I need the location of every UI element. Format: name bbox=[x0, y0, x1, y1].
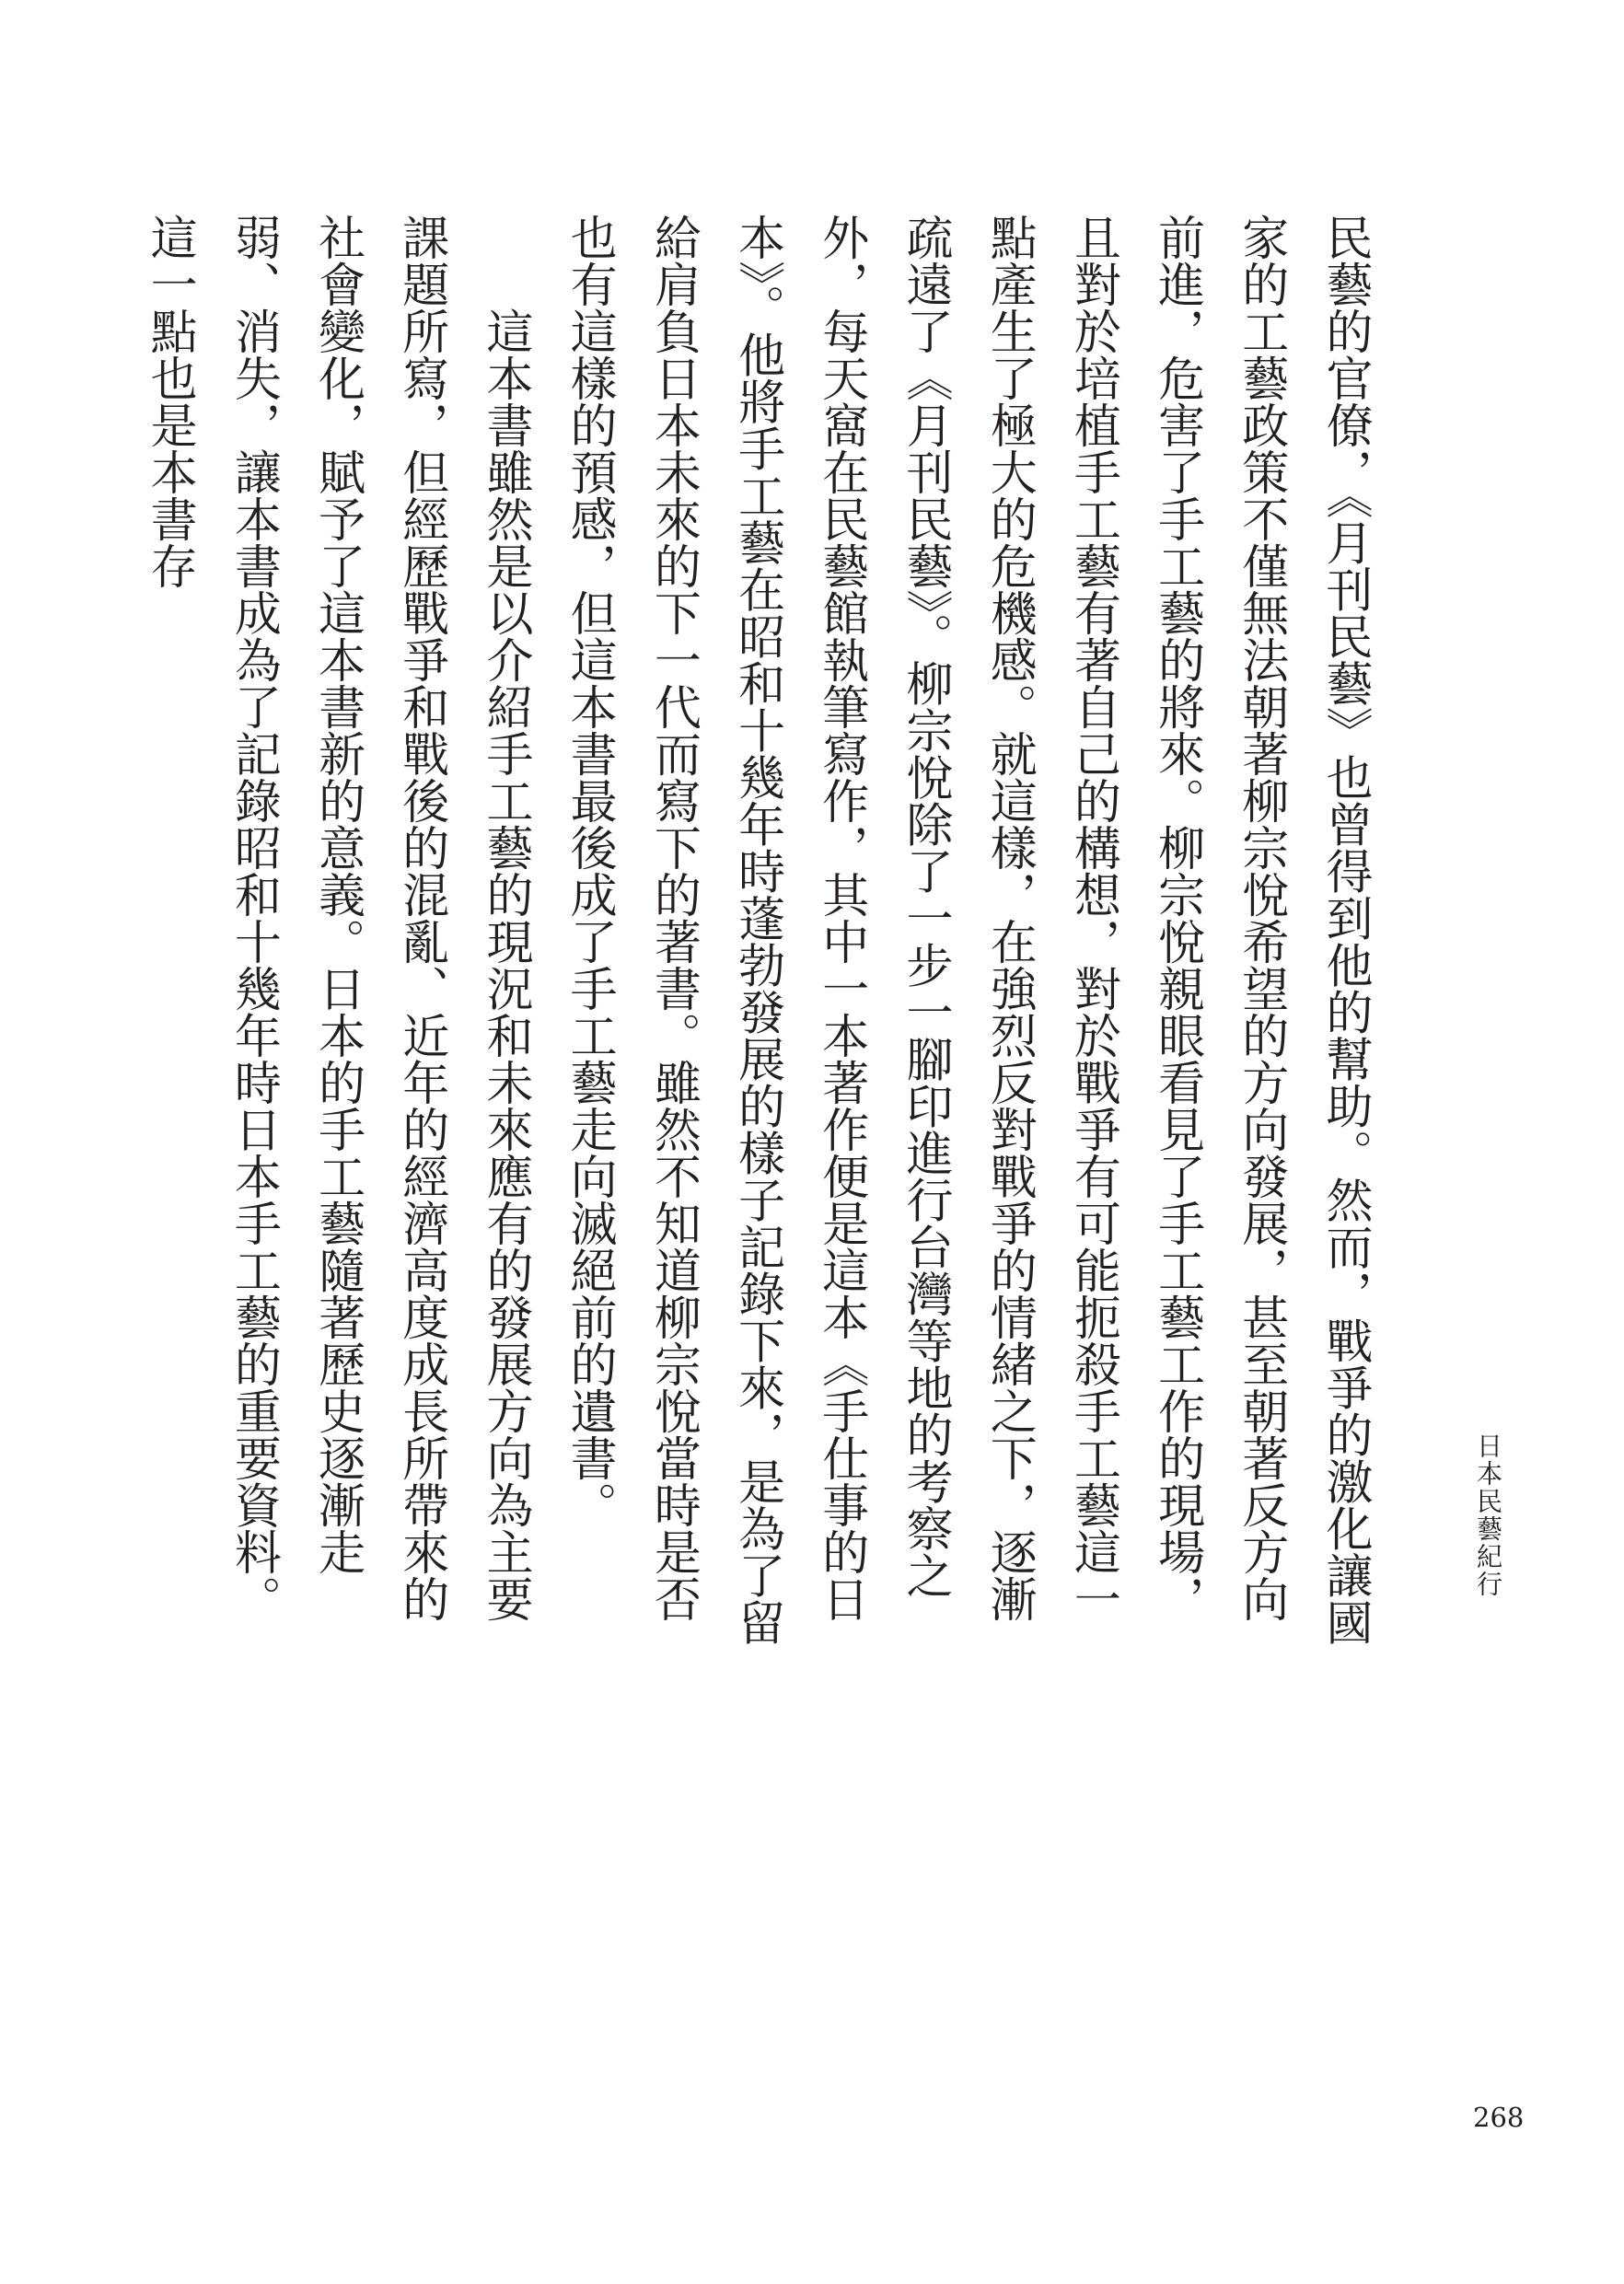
paragraph-2: 這本書雖然是以介紹手工藝的現況和未來應有的發展方向為主要課題所寫，但經歷戰爭和戰後的混亂、近年的經濟高度成長所帶來的社會變化，賦予了這本書新的意義。日本的手工藝隨著歷史逐漸走弱、消失，讓本書成為了記錄昭和十幾年時日本手工藝的重要資料。這一點也是本書存 bbox=[142, 214, 532, 1622]
running-title: 日本民藝紀行 bbox=[1473, 1432, 1503, 1598]
body-text bbox=[127, 214, 1386, 1650]
paragraph-1: 民藝的官僚，《月刊民藝》也曾得到他的幫助。然而，戰爭的激化讓國家的工藝政策不僅無法朝著柳宗悅希望的方向發展，甚至朝著反方向前進，危害了手工藝的將來。柳宗悅親眼看見了手工藝工作的現場，且對於培植手工藝有著自己的構想，對於戰爭有可能扼殺手工藝這一點產生了極大的危機感。就這樣，在強烈反對戰爭的情緒之下，逐漸疏遠了《月刊民藝》。柳宗悅除了一步一腳印進行台灣等地的考察之外，每天窩在民藝館執筆寫作，其中一本著作便是這本《手仕事的日本》。他將手工藝在昭和十幾年時蓬勃發展的樣子記錄下來，是為了留給肩負日本未來的下一代而寫下的著書。雖然不知道柳宗悅當時是否也有這樣的預感，但這本書最後成了手工藝走向滅絕前的遺書。 bbox=[562, 214, 1372, 1646]
page-number: 268 bbox=[1473, 2102, 1525, 2133]
